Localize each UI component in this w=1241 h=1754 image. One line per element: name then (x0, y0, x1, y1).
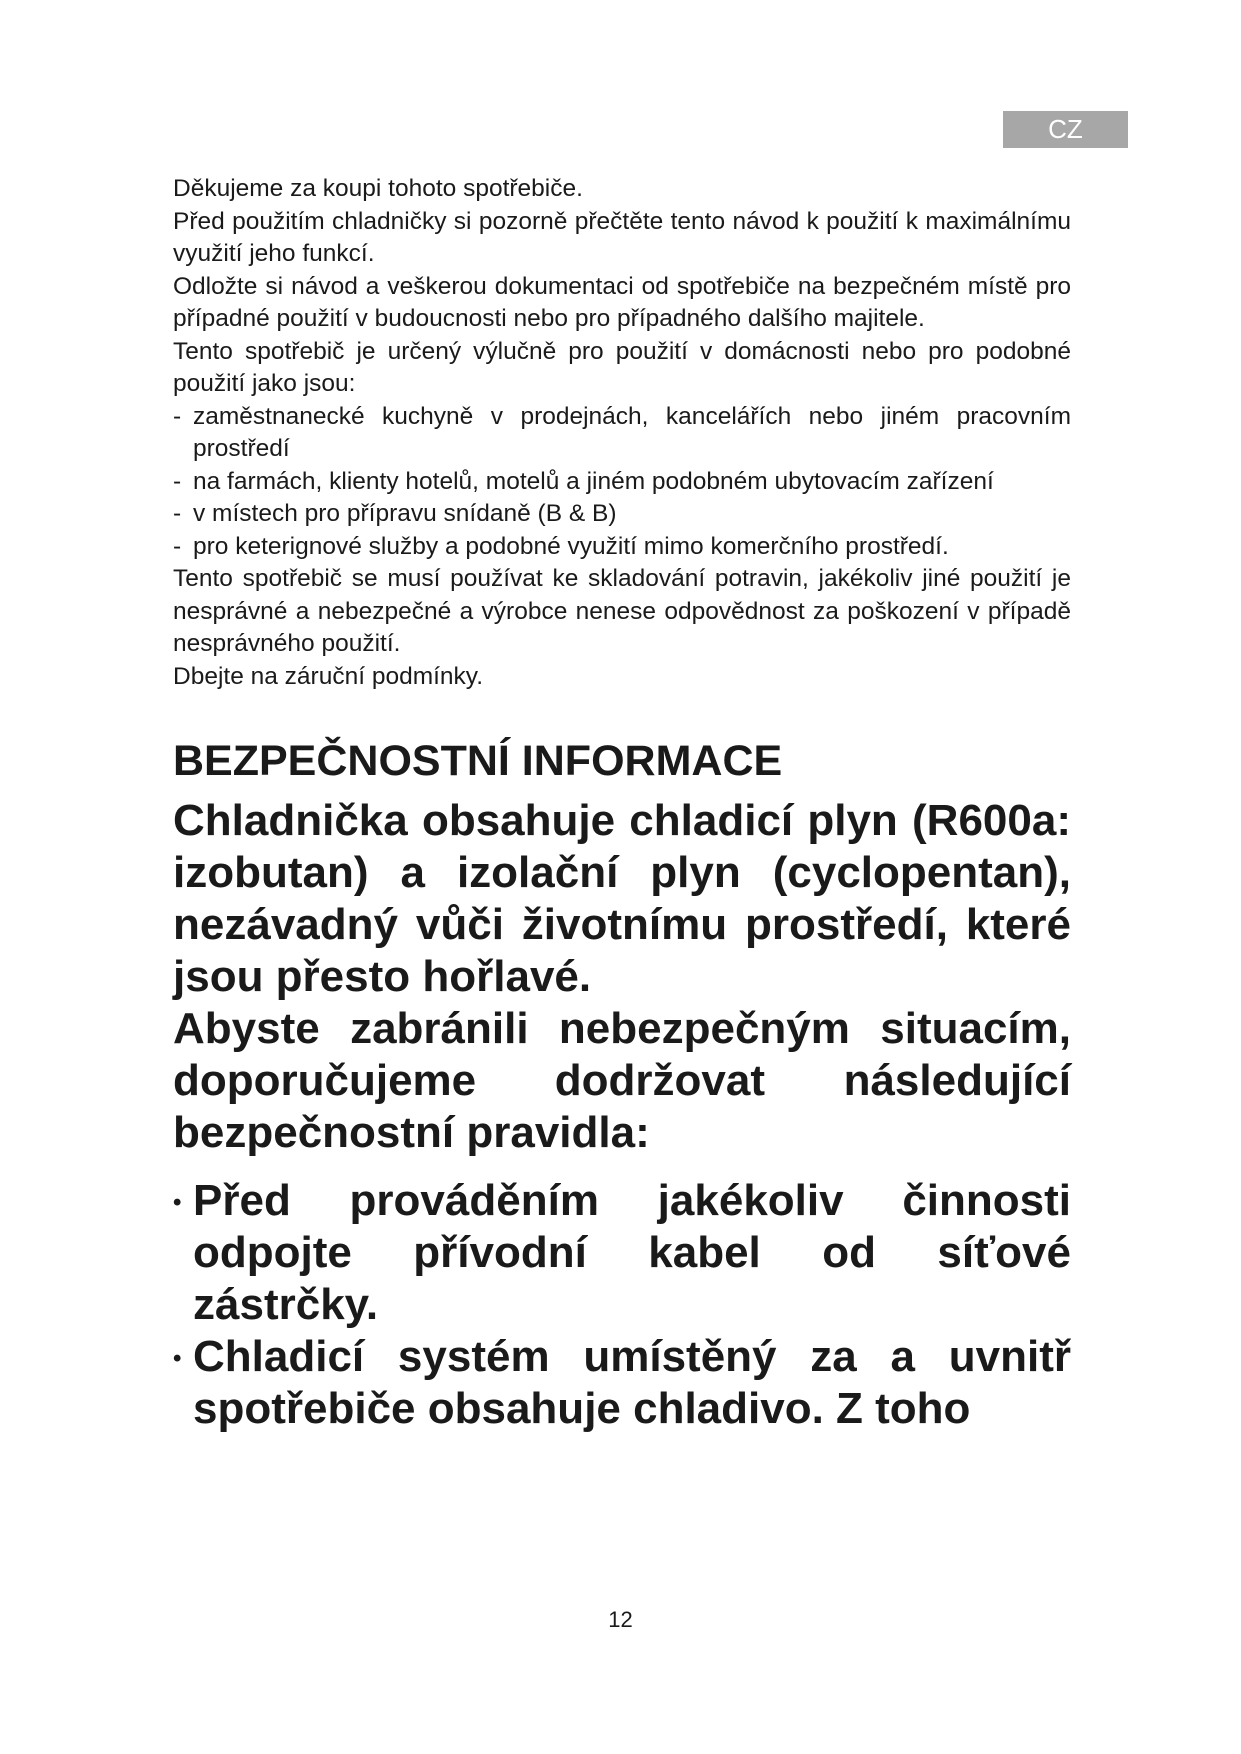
intro-keep-manual: Odložte si návod a veškerou dokumentaci od spotřebiče na bezpečném místě pro případné použití v budoucnosti nebo pro případného dalšího majitele. (173, 272, 1071, 332)
intro-intended-use: Tento spotřebič je určený výlučně pro použití v domácnosti nebo pro podobné použití jako jsou: (173, 337, 1071, 397)
dot-bullet-icon: • (173, 1189, 182, 1216)
list-item: - zaměstnanecké kuchyně v prodejnách, kancelářích nebo jiném pracovním prostředí (173, 402, 1071, 462)
warning-rules: Abyste zabránili nebezpečným situacím, doporučujeme dodržovat následující bezpečnostní pravidla: (173, 1004, 1071, 1157)
intro-usage-note: Tento spotřebič se musí používat ke skladování potravin, jakékoliv jiné použití je nesprávné a nebezpečné a výrobce nenese odpovědnost za poškození v případě nesprávného použití. (173, 565, 1071, 657)
uses-list (173, 401, 1071, 564)
intro-thanks: Děkujeme za koupi tohoto spotřebiče. (173, 175, 583, 202)
dot-bullet-icon: • (173, 1345, 182, 1372)
intro-read-manual: Před použitím chladničky si pozorně přečtěte tento návod k použití k maximálnímu využití jeho funkcí. (173, 207, 1071, 267)
safety-rules-list (173, 1175, 1071, 1435)
list-item: - pro keterignové služby a podobné využití mimo komerčního prostředí. (173, 531, 1071, 564)
dash-bullet-icon: - (173, 500, 182, 527)
list-item: - na farmách, klienty hotelů, motelů a jiném podobném ubytovacím zařízení (173, 466, 1071, 499)
dash-bullet-icon: - (173, 532, 182, 560)
language-badge: CZ (1003, 111, 1128, 148)
dash-bullet-icon: - (173, 402, 182, 430)
section-title: BEZPEČNOSTNÍ INFORMACE (173, 737, 783, 785)
dash-bullet-icon: - (173, 467, 182, 495)
list-item: • Chladicí systém umístěný za a uvnitř spotřebiče obsahuje chladivo. Z toho (173, 1332, 1071, 1433)
intro-warranty: Dbejte na záruční podmínky. (173, 662, 484, 690)
warning-gas: Chladnička obsahuje chladicí plyn (R600a: izobutan) a izolační plyn (cyclopentan), nezávadný vůči životnímu prostředí, které jsou přesto hořlavé. (173, 796, 1071, 1001)
list-item: - v místech pro přípravu snídaně (B & B) (173, 498, 1071, 531)
page-number: 12 (608, 1607, 633, 1632)
page-content (173, 173, 1071, 1435)
intro-section (173, 173, 1071, 693)
list-item: • Před prováděním jakékoliv činnosti odpojte přívodní kabel od síťové zástrčky. (173, 1176, 1071, 1329)
